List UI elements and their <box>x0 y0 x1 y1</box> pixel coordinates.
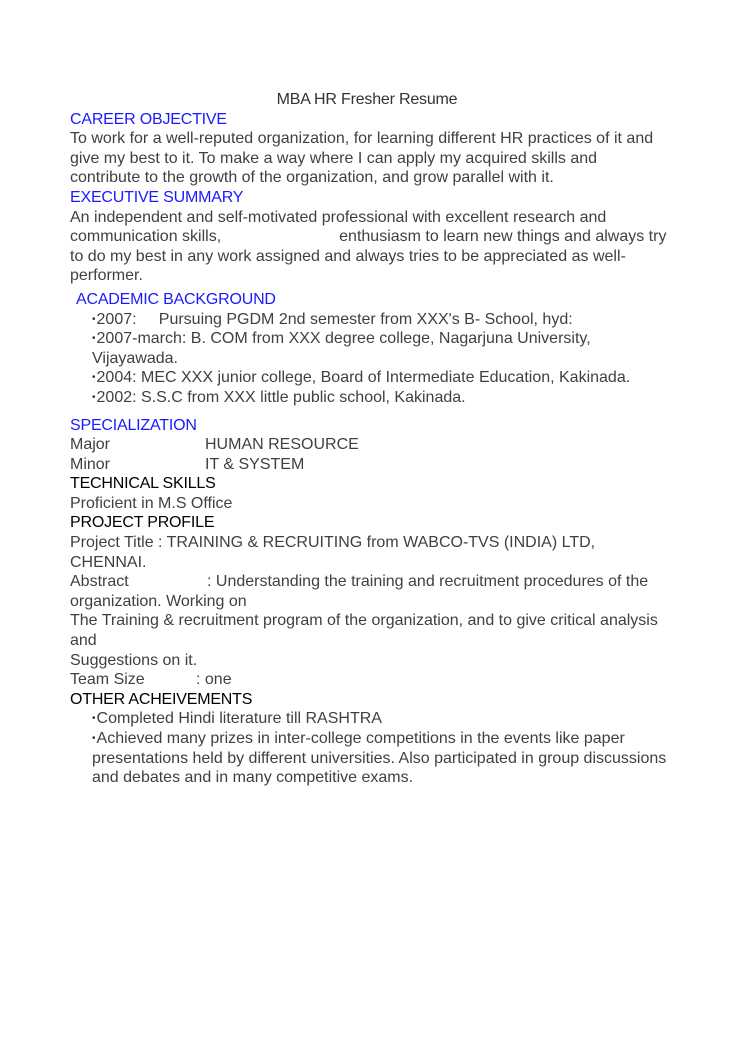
list-item <box>92 709 670 729</box>
abstract-label: Abstract <box>70 573 129 591</box>
project-program-line: The Training & recruitment program of the organization, and to give critical analysis and <box>70 612 658 650</box>
project-abstract <box>70 572 670 611</box>
bullet-icon: • <box>92 372 96 384</box>
list-item <box>92 310 670 330</box>
career-objective-text: To work for a well-reputed organization, for learning different HR practices of it and give my best to it. To make a way where I can apply my acquired skills and contribute to the growth of the organization, and grow parallel with it. <box>70 130 654 187</box>
executive-summary-text-a: An independent and self-motivated professional with excellent research and communication skills, <box>70 208 607 246</box>
list-item <box>92 729 670 788</box>
bullet-icon: • <box>92 313 96 325</box>
team-size-label: Team Size <box>70 671 145 689</box>
resume-page <box>70 88 670 788</box>
list-item <box>92 388 670 408</box>
executive-summary-text <box>70 208 670 286</box>
achievement-item-text: Achieved many prizes in inter-college competitions in the events like paper presentations held by different universities. Also participated in group discussions and debates and in many competitive exams. <box>92 730 667 787</box>
executive-summary-heading: EXECUTIVE SUMMARY <box>70 188 244 206</box>
bullet-icon: • <box>92 391 96 403</box>
major-label: Major <box>70 436 111 454</box>
abstract-value: : Understanding the training and recruitment procedures of the organization. Working on <box>70 573 649 610</box>
minor-label: Minor <box>70 455 111 473</box>
academic-item-text: 2004: MEC XXX junior college, Board of Intermediate Education, Kakinada. <box>96 369 631 387</box>
project-profile-heading: PROJECT PROFILE <box>70 514 215 532</box>
academic-background-heading: ACADEMIC BACKGROUND <box>76 290 276 308</box>
specialization-heading: SPECIALIZATION <box>70 416 197 434</box>
executive-summary-text-b: enthusiasm to learn new things and always try to do my best in any work assigned and always tries to be appreciated as well-performer. <box>70 228 667 285</box>
technical-skills-heading: TECHNICAL SKILLS <box>70 475 216 493</box>
academic-item-text: 2007-march: B. COM from XXX degree college, Nagarjuna University, Vijayawada. <box>92 330 591 367</box>
other-achievements-heading: OTHER ACHEIVEMENTS <box>70 690 253 708</box>
list-item <box>92 329 670 368</box>
achievements-list <box>70 709 670 787</box>
technical-skills-text: Proficient in M.S Office <box>70 494 233 512</box>
bullet-icon: • <box>92 733 96 744</box>
academic-item-text: 2007: Pursuing PGDM 2nd semester from XXX's B- School, hyd: <box>96 310 573 328</box>
minor-value: IT & SYSTEM <box>205 455 305 473</box>
document-title: MBA HR Fresher Resume <box>276 91 458 108</box>
project-title-line: Project Title : TRAINING & RECRUITING from WABCO-TVS (INDIA) LTD, CHENNAI. <box>70 534 596 571</box>
team-size-value: : one <box>196 671 232 689</box>
specialization-major-row <box>70 435 670 455</box>
specialization-minor-row <box>70 455 670 475</box>
academic-item-text: 2002: S.S.C from XXX little public school, Kakinada. <box>96 388 466 406</box>
list-item <box>92 368 670 388</box>
major-value: HUMAN RESOURCE <box>205 436 359 454</box>
project-suggestions-line: Suggestions on it. <box>70 651 198 669</box>
career-objective-heading: CAREER OBJECTIVE <box>70 110 227 128</box>
bullet-icon: • <box>92 713 96 725</box>
project-team-size <box>70 670 670 690</box>
bullet-icon: • <box>92 333 96 345</box>
academic-list <box>70 310 670 408</box>
achievement-item-text: Completed Hindi literature till RASHTRA <box>96 710 382 728</box>
